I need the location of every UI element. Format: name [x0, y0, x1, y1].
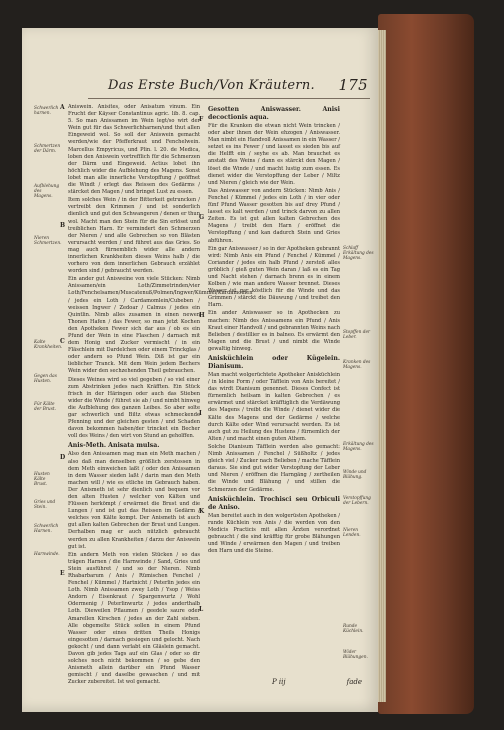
- paragraph: Ein ander Aniswasser so in Apothecken zu machen: Nimb des Anissamens ein Pfund / Anis Kraut einer Handvoll / und gebrannten Weins nach Belieben / destillier es in balneo. Es erwärmt den Magen und die Brust / und nimbt die Winde gewaltig hinweg.: [208, 310, 340, 352]
- margin-note: Harnwinde.: [34, 552, 60, 557]
- section-letter: B: [60, 222, 66, 229]
- section-letter: K: [199, 508, 205, 515]
- paragraph: Für die Kranken die etwan nicht Wein trincken / oder aber ihnen der Wein ehzogen / Aniswasser. Man nimbt ein Handvoll Anissamen in ein Wasser / setzet es ins Fewer / und lasset es sieden bis auf die Helfft ein / seyhe es ab. Man brauchet es anstatt des Weins / dann es stärckt den Magen / löset die Winde / und macht lustig zum essen. Es dienet wider die Verstopffung der Leber / Miltz und Nieren / gleich wie der Wein.: [208, 123, 340, 186]
- margin-note: Kranken des Magens.: [343, 360, 371, 371]
- margin-note: Wider Blähungen.: [343, 650, 368, 661]
- book-page: [22, 28, 378, 712]
- margin-note: Winde und Blähung.: [343, 470, 367, 481]
- margin-note: Kalte Krankheiten.: [34, 340, 63, 351]
- running-title: Das Erste Buch/Von Kräutern.: [108, 78, 315, 93]
- paragraph: Das Aniswasser von andern Stücken: Nimb Anis / Fenchel / Kümmel / jedes ein Loth / in vier oder fünf Pfund Wasser gesotten bis auf drey Pfund / lasset es kalt werden / und trinck darvon zu allen Zeiten. Es ist gut allen kalten Gebrechen des Magens / treibt den Harn / eröffnet die Verstopffung / und kan dadurch Stein und Gries abführen.: [208, 187, 340, 244]
- running-head: [108, 78, 370, 96]
- section-letter: I: [199, 410, 202, 417]
- paragraph: Solche Dianisum Täfflein werden also gemacht: Nimb Anissamen / Fenchel / Süßholtz / jedes gleich viel / Zucker nach Belieben / mache Täfflein daraus. Sie sind gut wider Verstopfung der Leber und Nieren / eröffnen die Harngäng / zertheilen die Winde und Blähung / und stillen die Schmerzen der Gedärme.: [208, 443, 340, 493]
- margin-note: Erkältung des Magens.: [343, 442, 374, 453]
- paragraph: Man macht wolgerüchtete Apotheker Anisküchlein / in kleine Form / oder Täfflein von Anis bereitet / das wirdt Dianisum genennet. Dieses Confect ist fürnemlich heilsam in kalten Gebrechen / es erwärmet und stärcket kräfftiglich die Verdäwung des Magens / treibt die Winde / dienet wider die Kälte des Magens und der Gedärme / welche durch Kälte oder Wind verursacht werden. Es ist auch gut zu Heilung des Hustens / fürnemlich der Alten / und macht einen guten Athem.: [208, 372, 340, 442]
- margin-note: Nieren Lenden.: [343, 528, 361, 539]
- paragraph: Ein gar Aniswasser / so in der Apotheken gebrannt wird: Nimb Anis ein Pfund / Fenchel / Kümmel / Coriander / jedes ein halb Pfund / zerstoß alles gröblich / gieß guten Wein daran / laß es ein Tag und Nacht stehen / darnach brenn es in einem Kolben / wie man andere Wasser brennet. Dieses Wasser ist gar köstlich für die Winde und das Grimmen / stärckt die Däuwung / und treibet den Harn.: [208, 245, 340, 309]
- margin-note: Schmertzen der Därm.: [34, 144, 61, 155]
- section-heading: Anisküchlein oder Kügelein. Dianisum.: [208, 355, 340, 370]
- section-letter: G: [199, 214, 205, 221]
- paragraph: Man bereitet auch in den wolgerüsten Apotheken / runde Küchlein von Anis / die werden von den Medicis Practicis mit allen Ärzten verordnet gebraucht / die sind kräfftig für grobe Blähungen und Winde / erwärmen den Magen / und treiben den Harn und die Steine.: [208, 512, 340, 555]
- right-column: [208, 104, 340, 672]
- margin-note: Schwerlich Harnen.: [34, 524, 59, 535]
- margin-note: Stopffen der Leber.: [343, 330, 371, 341]
- margin-note: Nieren Schmertzen.: [34, 236, 62, 247]
- paragraph: Dieses Weines wird so viel gegeben / so viel einer zum Abstrinken jedes nach Kräfften. Ein Stück frisch in der Häringen oder auch das Stieben wider die Winde / führet sie ab / und nimbt hinweg die Aufblehung des ganzen Leibes. So aber solte gar schwerlich und Biltz etwas schmeckende Pfenning und der gleichen gesten / und Schaden davon bekommen haben/der trincket ein Becher voll des Weins / den wirt von Stund an geholffen.: [68, 376, 200, 440]
- section-letter: E: [60, 570, 65, 577]
- section-letter: H: [199, 312, 205, 319]
- book-cover-edge: [378, 14, 474, 714]
- margin-note: Gegen das Husten.: [34, 374, 57, 385]
- margin-note: Schwerlich harnen.: [34, 106, 59, 117]
- margin-note: Verstopffung der Lebern.: [343, 496, 371, 507]
- paragraph: Aniswein. Anisites, oder Anisatum vinum. Ein Frucht der Käyser Constantinus agric. lib. 8. cap. 5. So man Anissamen im Wein legt/so wirt der Wein gut für das Schwerlichharnen/und thut allen Eingeweid wol. So soll der Aniswein gemacht werden/wie der Pfefferkraut und Fenchelwein. Marcellus Empyricus, und Plin. l. 20. de Medica, loben den Aniswein vortrefflich für die Schmerzen der Därm und Eingeweid. Actius lobet ihn höchlich wider die Aufblehung des Magens. Sonst lobet man alle innerliche Verstopffung / geöffnet die Windt / erlegt das Reissen des Gedärms / stärcket den Magen / und bringet Lust zu essen.: [68, 104, 200, 196]
- catchword: fade: [346, 678, 362, 686]
- section-heading: Gesotten Aniswasser. Anisi decoctionis aqua.: [208, 106, 340, 121]
- page-footer: [272, 678, 362, 688]
- header-rule: [88, 98, 370, 99]
- paragraph: Also den Anissamen mag man ein Meth machen / also daß man denselben größlich zerstossen in dem Meth einweichen laßt / oder den Anissamen in dem Wasser sieden laßt / darin man den Meth machen will / wie es etliche im Gebrauch haben. Der Anismeth ist sehr dienlich und bequem vor den alten Husten / welcher von Kälten und Flüssen herkömpt / erwärmet die Brust und die Lungen / und ist gut das Reissen im Gedärm / welches von Kälte kompt. Der Anismeth ist auch gut allen kalten Gebrechen der Brust und Lungen. Derhalben mag er auch nützlich gebraucht werden zu allen Krankheiten / darzu der Aniswein gut ist.: [68, 451, 200, 550]
- section-letter: C: [60, 338, 65, 345]
- section-letter: A: [60, 104, 65, 111]
- left-column: [68, 104, 253, 686]
- margin-note: Schlaff Erkältung des Magens.: [343, 246, 374, 262]
- section-letter: F: [199, 116, 204, 123]
- margin-note: Für Kälte der Brust.: [34, 402, 56, 413]
- section-letter: L: [199, 606, 204, 613]
- paragraph: Ein andern Meth von vielen Stücken / so das trägen Harnen / die Harnwinde / Sand, Gries und Stein ausführet / und so der Nieren. Nimb Rhabarbarum / Anis / Rümischen Fenchel / Fenchel / Kümmel / Hartnicht / Peterlin jedes ein Loth. Nimb Anissamen zwey Loth / Ysop / Weiss Andorn / Eisenkraut / Spargenwurtz / Wohl Odermenig / Peterlinwurtz / jedes anderthalb Loth. Dieweilen Pflaumen / geedele saure oder Amarellen Kirschen / jedes an der Zahl sieben. Alle obgemelte Stück sollen in einem Pfund Wasser oder eines dritten Theils Honigs eingesotten / darnach gesiegen und gelocht. Nach gekocht / und dann verlabt ein Gläslein gemacht. Davon gib jedes Tags auf ein Glas / oder so dir solches noch nicht bekommen / so gebe den Anismeth allein darüber ein Pfund Wasser gemischt / und daselbe gewaschen / und mit Zucker zubereitet. Ist wol gemacht.: [68, 551, 200, 686]
- margin-note: Aufblehung des Magens.: [34, 184, 60, 200]
- margin-note: Gries und Stein.: [34, 500, 56, 511]
- signature-mark: P iij: [272, 678, 286, 686]
- section-heading: Anis-Meth. Anisata mulsa.: [68, 442, 160, 450]
- section-heading: Anisküchlein. Trochisci seu Orbiculi de Aniso.: [208, 495, 340, 511]
- margin-note: Husten Kälte Brust.: [34, 472, 50, 488]
- page-number: 175: [338, 76, 368, 94]
- section-letter: D: [60, 454, 66, 461]
- paragraph: Ein ander gut Anisweine von viele Stücken: Nimb Anissamen/ein Loth/Zimmetrinden/vier Loth/Fenchelsamen/Muscatenuß/Polmen/Ingwer/Kümmel/Kardamomen / jedes ein Loth / Cardamomlein/Cubeben / weissen Ingwer / Zedoar / Calmus / jedes ein Quintlin. Nimb alles zusamen in einen newen Thonen Hafen / das Fewer, so man jetzt Kochen den Apotheken Fewer sich dar aus / ob es ein Pfund der Wein in eine Flaschen / darnach mit dem Honig und Zucker vermischt / in ein Fläschlein mit Dardelchen oder einem Trinckglas / oder andern so Pfund Wein. Diß ist gar ein lieblicher Tranck. Mit dem Wein jedem Bechers Wein wider den sechzehenden Theil gebrauchen.: [68, 276, 253, 375]
- paragraph: Item solches Wein / in der Bitterkeit getruncken / vertreibt den Krimmen / und ist sonderlich dienlich und gut den Schwangeren / denen er thun wol. Macht man den Stein für die Sin erlöset und treiblichen Harn. Er vermindert den Schmerzen der Nieren / und alle Gebrechen so von Blästen verursacht werden / und führet aus das Gries. So mag auch fürnemblich wider alle andern innerlichen Krankheiten dieses Weins halb / die vorhero von dem innerlichen Gebrauch erzählet worden sind / gebraucht werden.: [68, 197, 200, 275]
- margin-note: Runde Küchlein.: [343, 624, 364, 635]
